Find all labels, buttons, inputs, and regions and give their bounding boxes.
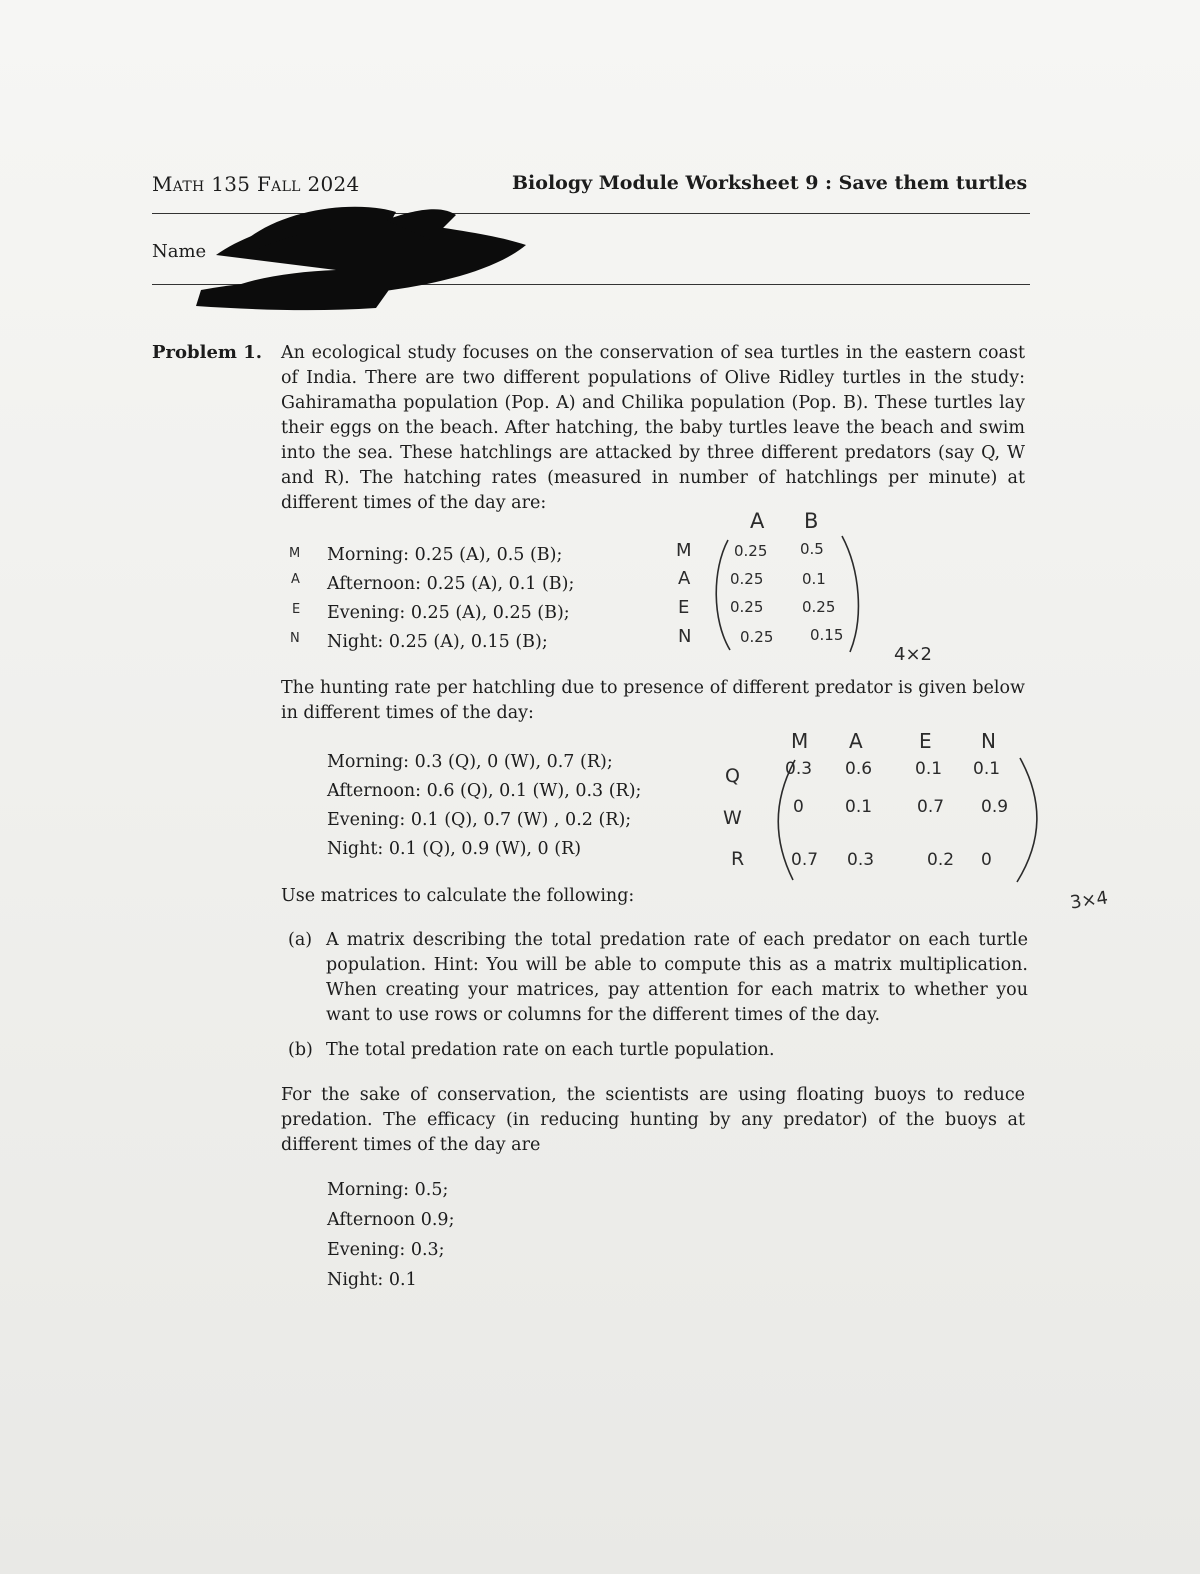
list-item: Morning: 0.5; (327, 1180, 449, 1200)
list-item: Afternoon: 0.25 (A), 0.1 (B); (327, 574, 575, 594)
matrix1-cell: 0.25 (730, 598, 764, 616)
question-part-b (288, 1038, 1028, 1063)
matrix1-cell: 0.5 (800, 540, 824, 558)
hunting-rates-list (327, 748, 641, 864)
matrix1-cell: 0.1 (802, 570, 826, 588)
matrix2-row-label: R (731, 848, 745, 870)
matrix2-cell: 0.7 (791, 850, 819, 870)
list-item: Night: 0.25 (A), 0.15 (B); (327, 632, 548, 652)
course-prefix: Math (152, 172, 205, 196)
matrix1-col-label: B (804, 509, 819, 533)
term-year: 2024 (307, 172, 360, 196)
matrix1-right-paren (842, 536, 858, 652)
part-label: (b) (288, 1040, 313, 1060)
course-number: 135 (211, 172, 251, 196)
matrix2-cell: 0.6 (845, 759, 873, 779)
matrix2-col-label: E (919, 729, 932, 753)
list-item: Evening: 0.3; (327, 1240, 445, 1260)
matrix2-cell: 0.1 (845, 797, 873, 817)
matrix2-cell: 0.1 (915, 759, 943, 779)
course-header (152, 172, 360, 196)
matrix2-cell: 0.7 (917, 797, 945, 817)
matrix2-col-label: A (849, 729, 863, 753)
use-matrices-line: Use matrices to calculate the following: (281, 886, 635, 906)
matrix2-cell: 0.2 (927, 850, 955, 870)
list-item: Evening: 0.25 (A), 0.25 (B); (327, 603, 570, 623)
handwritten-matrix-hatching (660, 500, 960, 670)
name-label: Name (152, 241, 207, 262)
matrix2-cell: 0.3 (847, 850, 875, 870)
matrix2-cell: 0 (793, 797, 804, 817)
matrix1-cell: 0.25 (802, 598, 836, 616)
hw-mark-n: N (290, 631, 300, 646)
matrix2-cell: 0.9 (981, 797, 1009, 817)
matrix2-cell: 0.3 (785, 759, 813, 779)
list-item: Morning: 0.3 (Q), 0 (W), 0.7 (R); (327, 752, 613, 772)
part-label: (a) (288, 930, 313, 950)
matrix1-row-label: N (678, 626, 692, 647)
problem-label: Problem 1. (152, 342, 263, 363)
matrix2-size-note: 3×4 (1068, 887, 1110, 914)
part-text: The total predation rate on each turtle population. (326, 1040, 775, 1060)
matrix2-row-label: W (723, 807, 742, 829)
matrix2-row-label: Q (725, 765, 740, 787)
matrix2-cell: 0.1 (973, 759, 1001, 779)
handwritten-matrix-hunting (715, 720, 1055, 890)
matrix1-cell: 0.15 (810, 626, 844, 644)
hw-mark-a: A (291, 572, 300, 587)
redacted-name-scribble (196, 200, 536, 320)
list-item: Afternoon 0.9; (327, 1210, 455, 1230)
matrix2-cell: 0 (981, 850, 992, 870)
matrix2-col-label: M (791, 729, 809, 753)
list-item: Afternoon: 0.6 (Q), 0.1 (W), 0.3 (R); (327, 781, 642, 801)
matrix1-left-paren (716, 540, 730, 650)
matrix1-col-label: A (750, 509, 765, 533)
matrix1-row-label: E (678, 597, 690, 618)
question-part-a (288, 928, 1028, 1028)
list-item: Morning: 0.25 (A), 0.5 (B); (327, 545, 563, 565)
term-prefix: Fall (257, 172, 301, 196)
hatching-rates-list (327, 541, 574, 657)
worksheet-title: Biology Module Worksheet 9 : Save them turtles (512, 172, 1028, 194)
hunting-intro: The hunting rate per hatchling due to presence of different predator is given below in different times of the day: (281, 678, 1025, 723)
matrix1-cell: 0.25 (740, 628, 774, 646)
matrix2-right-paren (1017, 758, 1037, 882)
part-text: A matrix describing the total predation rate of each predator on each turtle population. Hint: You will be able to compute this as a matrix multiplication. When creating your matrices, pay attention for each matrix to whether you want to use rows or columns for the different times of the day. (326, 930, 1028, 1025)
matrix1-row-label: A (678, 568, 691, 589)
matrix2-col-label: N (981, 729, 996, 753)
problem-intro: An ecological study focuses on the conservation of sea turtles in the eastern coast of India. There are two different populations of Olive Ridley turtles in the study: Gahiramatha population (Pop. A) and Chilika population (Pop. B). These turtles lay their eggs on the beach. After hatching, the baby turtles leave the beach and swim into the sea. These hatchlings are attacked by three different predators (say Q, W and R). The hatching rates (measured in number of hatchlings per minute) at different times of the day are: (281, 343, 1025, 513)
buoy-efficacy-list (327, 1175, 454, 1295)
matrix1-size-note: 4×2 (894, 644, 932, 665)
hw-mark-m: M (289, 546, 301, 561)
buoys-intro: For the sake of conservation, the scientists are using floating buoys to reduce predation. The efficacy (in reducing hunting by any predator) of the buoys at different times of the day are (281, 1085, 1025, 1155)
list-item: Evening: 0.1 (Q), 0.7 (W) , 0.2 (R); (327, 810, 632, 830)
list-item: Night: 0.1 (Q), 0.9 (W), 0 (R) (327, 839, 582, 859)
question-parts (288, 928, 1028, 1073)
matrix1-cell: 0.25 (730, 570, 764, 588)
matrix1-row-label: M (676, 540, 692, 561)
hw-mark-e: E (292, 602, 301, 617)
list-item: Night: 0.1 (327, 1270, 417, 1290)
matrix1-cell: 0.25 (734, 542, 768, 560)
